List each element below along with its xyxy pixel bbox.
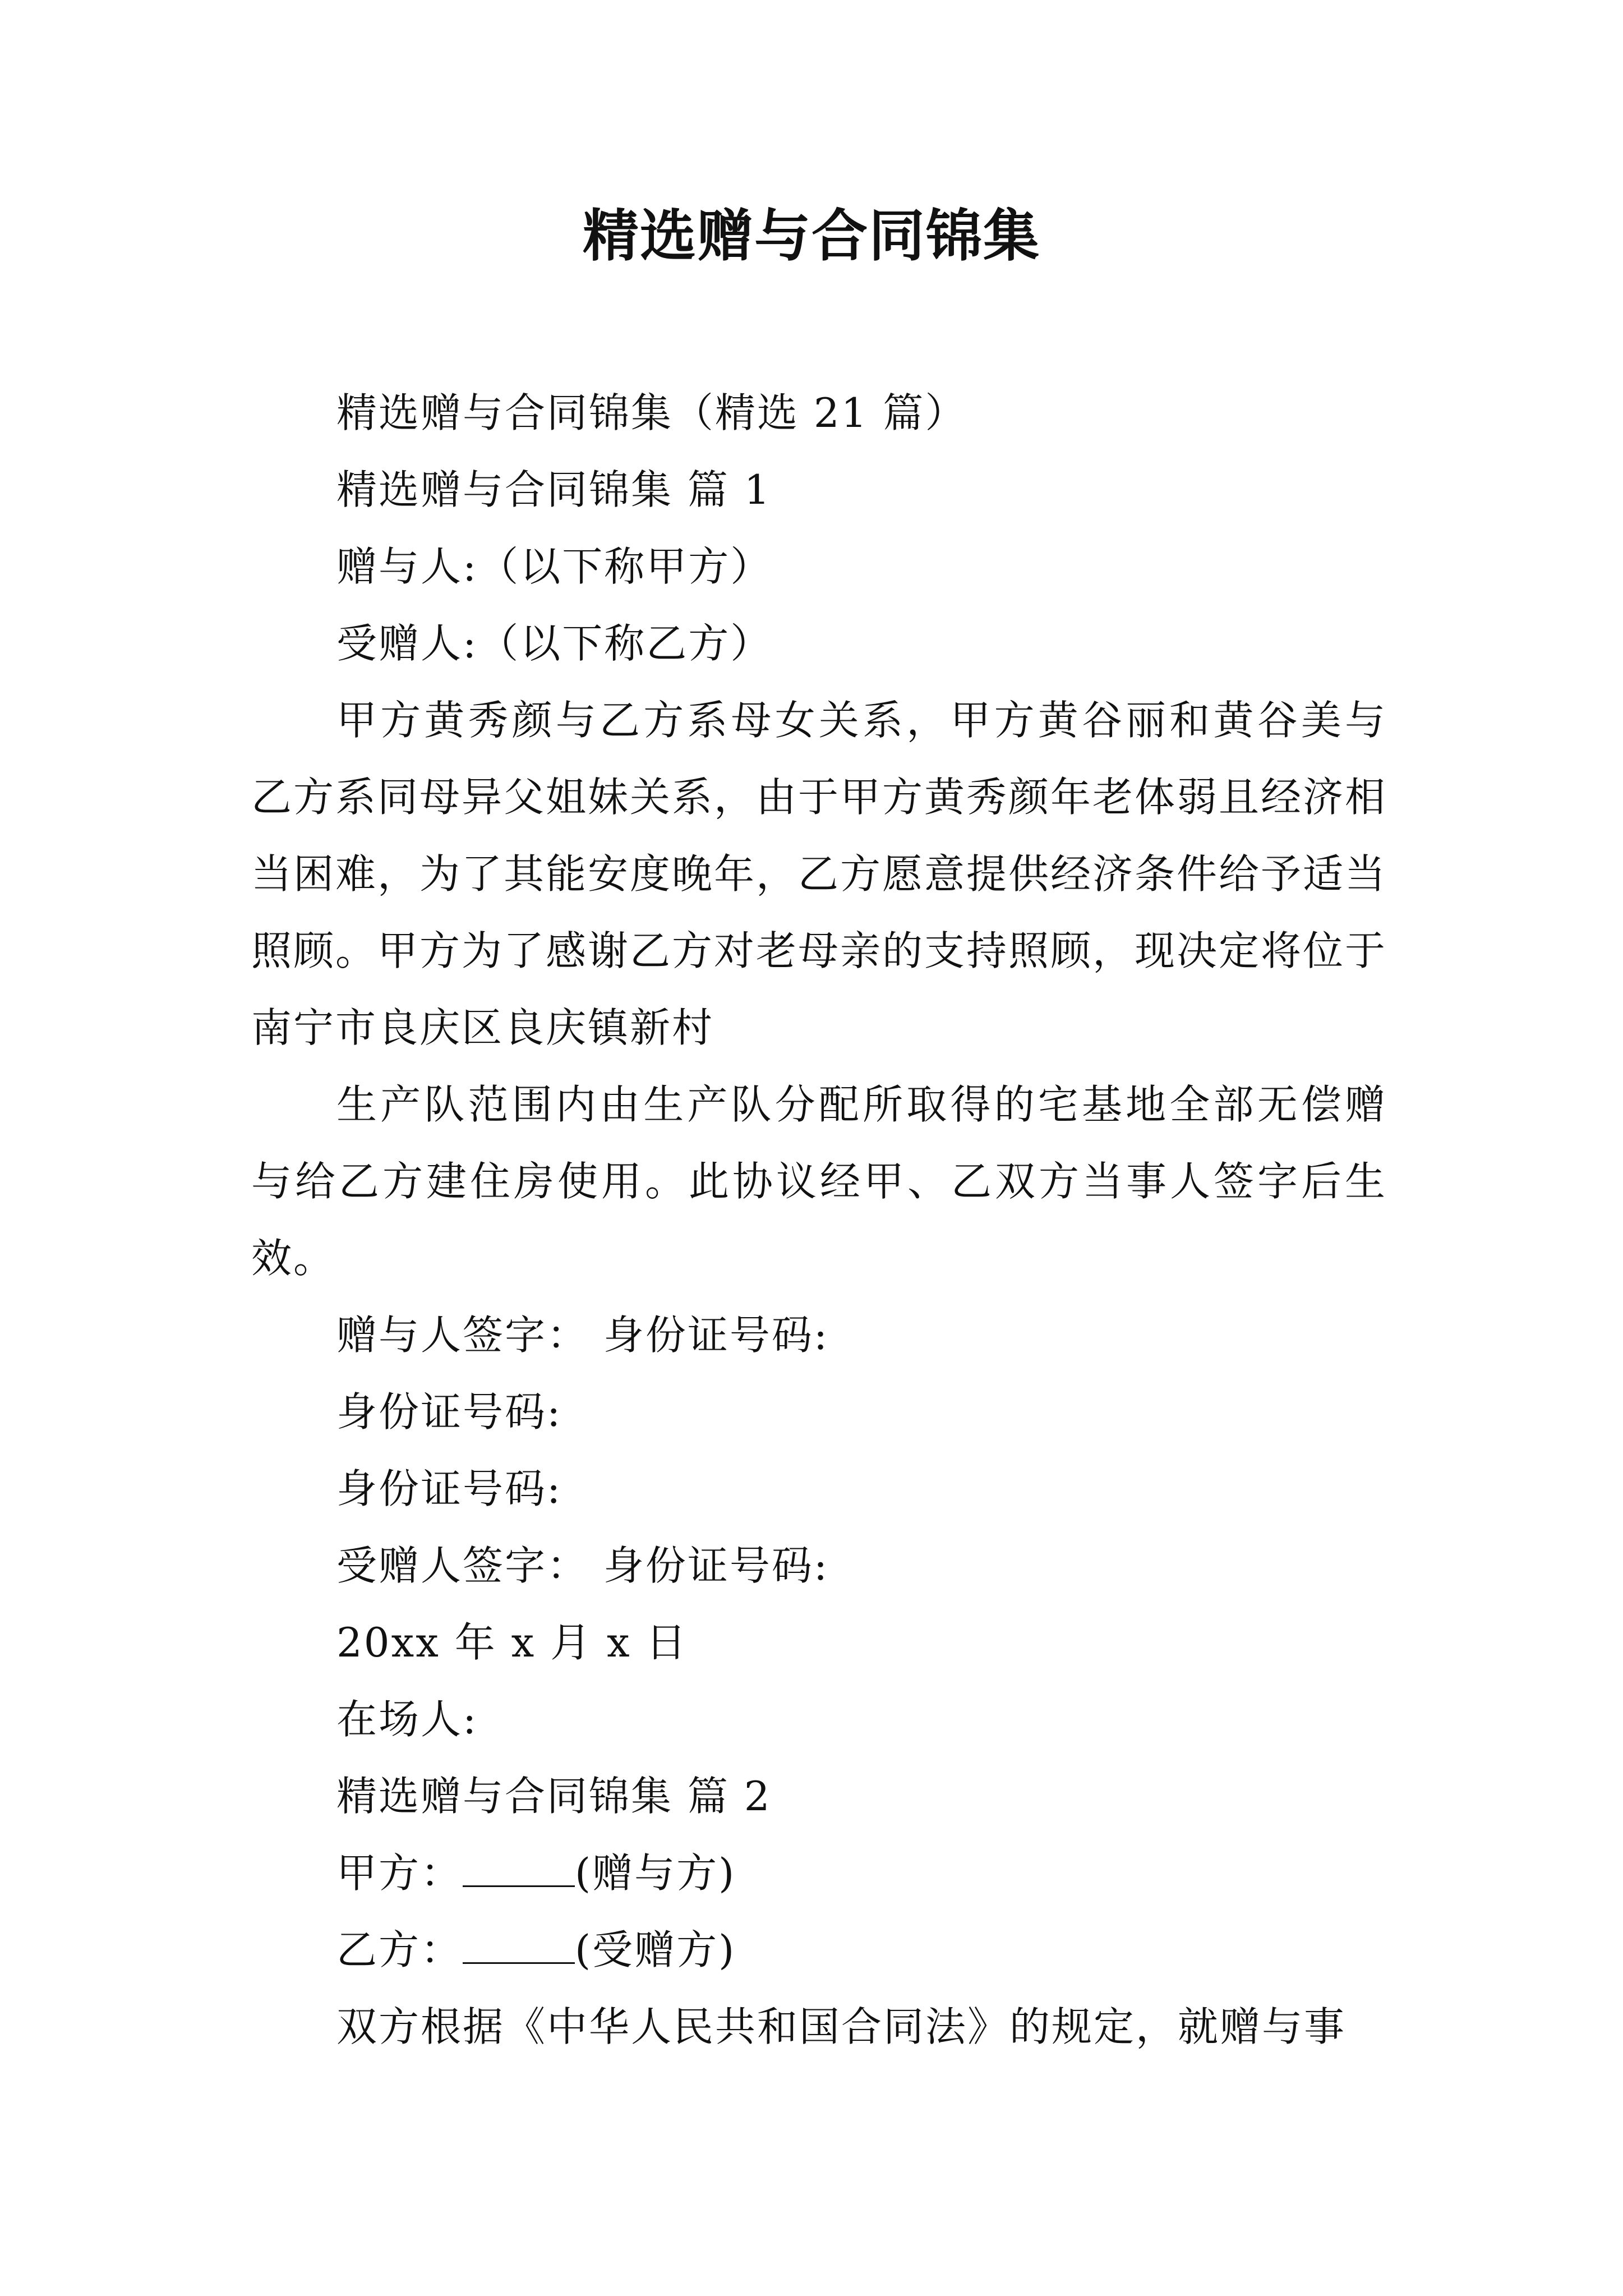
- party-b-line: [251, 1912, 1387, 1989]
- party-a-role: (赠与方): [575, 1849, 736, 1897]
- donee-line: 受赠人:（以下称乙方）: [336, 620, 773, 667]
- id-number-line-2: 身份证号码:: [336, 1465, 562, 1512]
- paragraph-gift-terms: 生产队范围内由生产队分配所取得的宅基地全部无偿赠与给乙方建住房使用。此协议经甲、乙双方当事人签字后生效。: [251, 1081, 1387, 1282]
- paragraph-contract-law: 双方根据《中华人民共和国合同法》的规定，就赠与事: [336, 2003, 1347, 2050]
- paragraph-relationship: 甲方黄秀颜与乙方系母女关系，甲方黄谷丽和黄谷美与乙方系同母异父姐妹关系，由于甲方黄秀颜年老体弱且经济相当困难，为了其能安度晚年，乙方愿意提供经济条件给予适当照顾。甲方为了感谢乙方对老母亲的支持照顾，现决定将位于南宁市良庆区良庆镇新村: [251, 697, 1387, 1051]
- intro-line: 精选赠与合同锦集（精选 21 篇）: [336, 389, 967, 436]
- party-a-line: [251, 1835, 1387, 1912]
- section-2-heading: 精选赠与合同锦集 篇 2: [336, 1773, 772, 1820]
- id-number-line-1: 身份证号码:: [336, 1388, 562, 1435]
- party-a-label: 甲方：: [336, 1849, 463, 1897]
- document-title: 精选赠与合同锦集: [583, 203, 1040, 269]
- party-b-label: 乙方：: [336, 1926, 463, 1973]
- donor-signature-line: 赠与人签字： 身份证号码:: [336, 1312, 829, 1359]
- document-body: [251, 375, 1387, 2065]
- party-b-blank: [463, 1929, 575, 1964]
- party-b-role: (受赠方): [575, 1926, 736, 1973]
- witness-line: 在场人:: [336, 1696, 478, 1743]
- party-a-blank: [463, 1852, 575, 1887]
- donee-signature-line: 受赠人签字： 身份证号码:: [336, 1542, 829, 1589]
- section-1-heading: 精选赠与合同锦集 篇 1: [336, 466, 772, 513]
- donor-line: 赠与人:（以下称甲方）: [336, 543, 773, 590]
- date-line: 20xx 年 x 月 x 日: [336, 1619, 688, 1666]
